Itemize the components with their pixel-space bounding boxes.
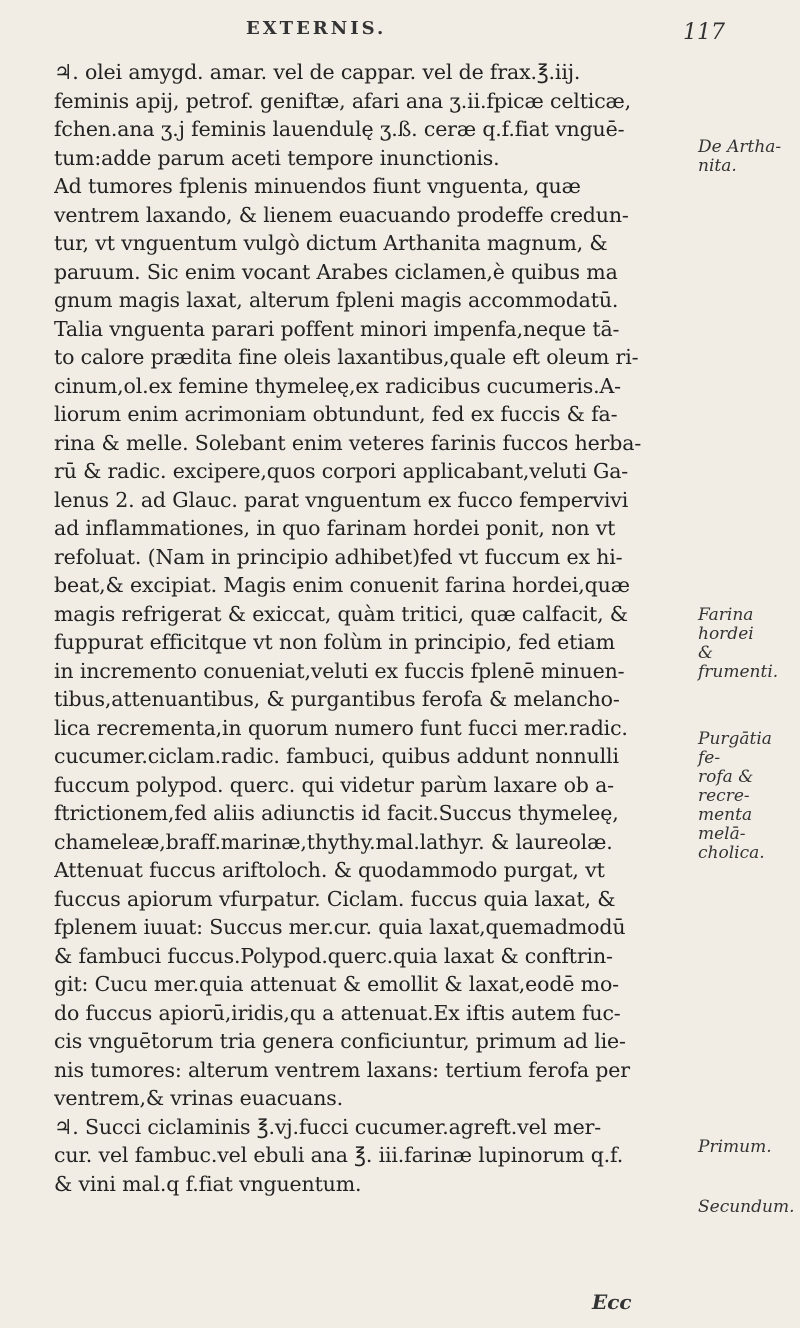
text-line: fuppurat efficitque vt non folùm in principio, fed etiam — [54, 630, 615, 654]
text-line: nis tumores: alterum ventrem laxans: tertium ferofa per — [54, 1057, 630, 1082]
text-line: & vini mal.q f.fiat vnguentum. — [54, 1171, 362, 1196]
text-line: to calore prædita fine oleis laxantibus,quale eft oleum ri- — [54, 345, 639, 369]
text-line: in incremento conueniat,veluti ex fuccis fplenē minuen- — [54, 658, 625, 683]
text-line: fuccus apiorum vfurpatur. Ciclam. fuccus quia laxat, & — [54, 886, 616, 911]
text-line: fplenem iuuat: Succus mer.cur. quia laxat,quemadmodū — [54, 915, 626, 939]
margin-note-de-arthanita: De Artha- nita. — [698, 137, 782, 176]
text-line: tibus,attenuantibus, & purgantibus ferofa & melancho- — [54, 687, 620, 711]
text-line: fchen.ana ʒ.j feminis lauendulę ʒ.ß. ceræ q.f.fiat vnguē- — [54, 117, 625, 141]
text-line: & fambuci fuccus.Polypod.querc.quia laxat & conftrin- — [54, 943, 613, 968]
running-title: EXTERNIS. — [246, 18, 387, 39]
text-line: fuccum polypod. querc. qui videtur parùm laxare ob a- — [54, 772, 614, 797]
text-line: gnum magis laxat, alterum fpleni magis accommodatū. — [54, 288, 619, 312]
text-line: cucumer.ciclam.radic. fambuci, quibus addunt nonnulli — [54, 744, 619, 768]
text-line: Talia vnguenta parari poffent minori impenfa,neque tā- — [54, 316, 620, 341]
text-line: beat,& excipiat. Magis enim conuenit farina hordei,quæ — [54, 573, 630, 597]
text-line: magis refrigerat & exiccat, quàm tritici, quæ calfacit, & — [54, 601, 628, 626]
margin-note-farina-hordei: Farina hordei & frumenti. — [698, 605, 779, 682]
text-line: lica recrementa,in quorum numero funt fucci mer.radic. — [54, 715, 628, 740]
text-line: ventrem laxando, & lienem euacuando prodeffe credun- — [54, 202, 629, 227]
text-line: tum:adde parum aceti tempore inunctionis. — [54, 145, 500, 170]
margin-note-primum: Primum. — [698, 1137, 772, 1157]
text-line: cur. vel fambuc.vel ebuli ana ℥. iii.farinæ lupinorum q.f. — [54, 1143, 624, 1167]
text-line: liorum enim acrimoniam obtundunt, fed ex fuccis & fa- — [54, 402, 618, 426]
text-line: rina & melle. Solebant enim veteres farinis fuccos herba- — [54, 430, 642, 455]
margin-note-purgantia: Purgātia fe- rofa & recre- menta melā- cholica. — [698, 729, 772, 863]
text-line: cis vnguētorum tria genera conficiuntur, primum ad lie- — [54, 1029, 626, 1053]
page-number: 117 — [683, 20, 725, 45]
text-line: cinum,ol.ex femine thymeleę,ex radicibus cucumeris.A- — [54, 373, 621, 398]
text-line: tur, vt vnguentum vulgò dictum Arthanita magnum, & — [54, 231, 608, 255]
text-line: git: Cucu mer.quia attenuat & emollit & laxat,eodē mo- — [54, 972, 619, 996]
catchword: Ecc — [592, 1290, 632, 1314]
text-line: ♃. Succi ciclaminis ℥.vj.fucci cucumer.agreft.vel mer- — [54, 1114, 602, 1139]
text-line: paruum. Sic enim vocant Arabes ciclamen,è quibus ma — [54, 259, 618, 284]
margin-note-secundum: Secundum. — [698, 1197, 795, 1217]
text-line: ftrictionem,fed aliis adiunctis id facit.Succus thymeleę, — [54, 801, 619, 825]
text-line: rū & radic. excipere,quos corpori applicabant,veluti Ga- — [54, 459, 629, 483]
text-line: ventrem,& vrinas euacuans. — [54, 1086, 344, 1110]
text-line: do fuccus apiorū,iridis,qu a attenuat.Ex iftis autem fuc- — [54, 1000, 621, 1025]
text-line: feminis apij, petrof. geniftæ, afari ana ʒ.ii.fpicæ celticæ, — [54, 88, 632, 113]
text-line: Ad tumores fplenis minuendos fiunt vnguenta, quæ — [54, 174, 581, 198]
text-line: chameleæ,braff.marinæ,thythy.mal.lathyr. & laureolæ. — [54, 829, 613, 854]
text-line: ♃. olei amygd. amar. vel de cappar. vel de frax.℥.iij. — [54, 60, 581, 84]
text-line: refoluat. (Nam in principio adhibet)fed vt fuccum ex hi- — [54, 544, 623, 569]
page-header — [0, 12, 800, 52]
text-line: lenus 2. ad Glauc. parat vnguentum ex fucco fempervivi — [54, 487, 629, 512]
text-line: ad inflammationes, in quo farinam hordei ponit, non vt — [54, 516, 616, 540]
text-line: Attenuat fuccus ariftoloch. & quodammodo purgat, vt — [54, 858, 605, 882]
main-text-block — [54, 58, 684, 1198]
